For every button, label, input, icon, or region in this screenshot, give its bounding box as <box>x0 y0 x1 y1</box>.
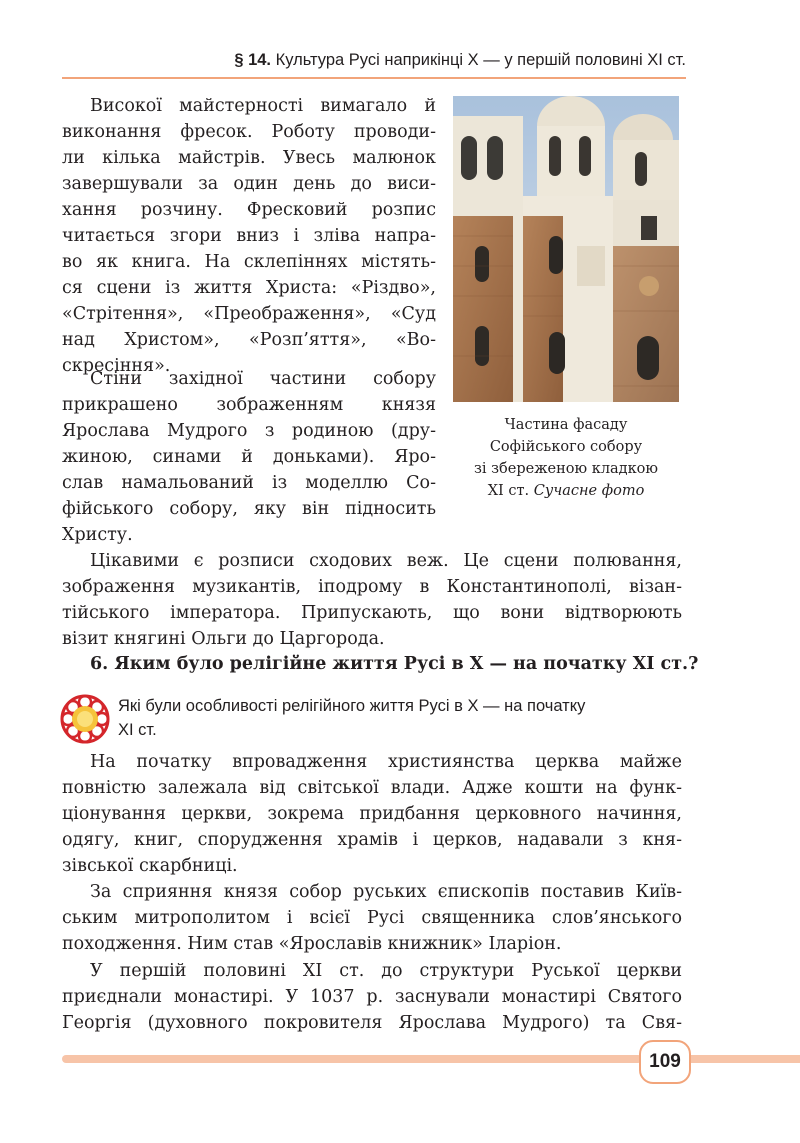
text-line: во як книга. На склепіннях містять- <box>62 252 436 272</box>
text-line: За сприяння князя собор руських єпископів поставив Київ- <box>90 882 682 902</box>
text-line: над Христом», «Розп’яття», «Во- <box>62 330 436 350</box>
text-line: ли кілька майстрів. Увесь малюнок <box>62 148 436 168</box>
photo-caption <box>453 414 679 502</box>
section-number: § 14. <box>234 51 272 69</box>
paragraph-monastery <box>62 958 682 1036</box>
paragraph-west-wall <box>62 366 436 548</box>
text-line: походження. Ним став «Ярославів книжник» Іларіон. <box>62 934 562 954</box>
text-line: фійського собору, яку він підносить <box>62 499 436 519</box>
running-header <box>62 50 686 70</box>
text-line: одягу, книг, спорудження храмів і церков, надавали з кня- <box>62 830 682 850</box>
text-line: ським митрополитом і всієї Русі священника слов’янського <box>62 908 682 928</box>
text-line: прикрашено зображенням князя <box>62 395 436 415</box>
caption-line: Софійського собору <box>489 439 643 455</box>
text-line: візит княгині Ольги до Царгорода. <box>62 629 385 649</box>
caption-photo-note: Сучасне фото <box>533 483 645 499</box>
text-line: зівської скарбниці. <box>62 856 238 876</box>
text-line: тійського імператора. Припускають, що вони відтворюють <box>62 603 682 623</box>
section-heading: 6. Яким було релігійне життя Русі в X — на початку XI ст.? <box>90 654 699 674</box>
text-line: повністю залежала від світської влади. Адже кошти на функ- <box>62 778 682 798</box>
footer-rule <box>62 1055 642 1063</box>
text-line: Георгія (духовного покровителя Ярослава Мудрого) та Свя- <box>62 1013 682 1033</box>
ornament-rosette-icon <box>60 694 110 744</box>
text-line: Високої майстерності вимагало й <box>90 96 436 116</box>
text-line: ціонування церкви, зокрема придбання церковного начиння, <box>62 804 682 824</box>
cathedral-facade-photo <box>453 96 679 402</box>
text-line: Ярослава Мудрого з родиною (дру- <box>62 421 436 441</box>
text-line: Цікавими є розписи сходових веж. Це сцени полювання, <box>90 551 682 571</box>
text-line: «Стрітення», «Преображення», «Суд <box>62 304 436 324</box>
text-line: виконання фресок. Роботу проводи- <box>62 122 436 142</box>
text-line: слав намальований із моделлю Со- <box>62 473 436 493</box>
text-line: завершували за один день до виси- <box>62 174 436 194</box>
text-line: скресіння». <box>62 356 171 376</box>
footer-rule-right <box>680 1055 800 1063</box>
text-line: хання розчину. Фресковий розпис <box>62 200 436 220</box>
question-text <box>118 694 686 742</box>
paragraph-metropolitan <box>62 879 682 957</box>
text-line: Христу. <box>62 525 133 545</box>
text-line: На початку впровадження християнства церква майже <box>90 752 682 772</box>
question-line: XI ст. <box>118 721 157 739</box>
text-line: читається згори вниз і зліва напра- <box>62 226 436 246</box>
text-line: зображення музикантів, іподрому в Константинополі, візан- <box>62 577 682 597</box>
text-line: У першій половині XI ст. до структури Руської церкви <box>90 961 682 981</box>
caption-century: XI ст. <box>487 483 530 499</box>
text-line: жиною, синами й доньками). Яро- <box>62 447 436 467</box>
header-rule <box>62 77 686 79</box>
chapter-title: Культура Русі наприкінці X — у першій половині XI ст. <box>275 51 686 69</box>
paragraph-frescoes <box>62 93 436 379</box>
text-line: ся сцени із життя Христа: «Різдво», <box>62 278 436 298</box>
caption-line: зі збереженою кладкою <box>473 461 659 477</box>
page-number: 109 <box>639 1040 691 1084</box>
caption-line <box>453 480 679 502</box>
question-line: Які були особливості релігійного життя Русі в X — на початку <box>118 697 586 715</box>
text-line: Стіни західної частини собору <box>90 369 436 389</box>
text-line: приєднали монастирі. У 1037 р. заснували монастирі Святого <box>62 987 682 1007</box>
caption-line: Частина фасаду <box>504 417 628 433</box>
paragraph-church <box>62 749 682 879</box>
paragraph-towers <box>62 548 682 652</box>
